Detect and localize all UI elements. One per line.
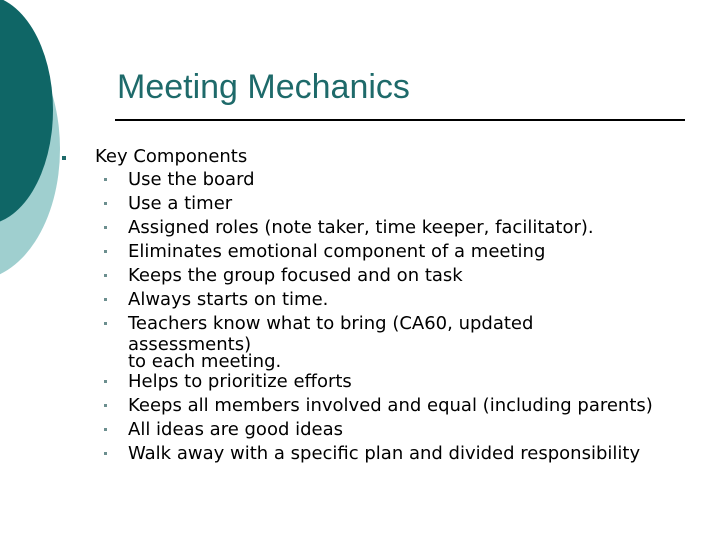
bullet-dot bbox=[104, 250, 107, 253]
bullet-text: All ideas are good ideas bbox=[128, 419, 344, 440]
list-item bbox=[104, 312, 653, 370]
bullet-text: Eliminates emotional component of a meeting bbox=[128, 241, 546, 262]
bullet-dot bbox=[104, 404, 107, 407]
bullet-dot bbox=[104, 452, 107, 455]
bullet-dot bbox=[104, 202, 107, 205]
list-item bbox=[104, 264, 653, 288]
bullet-text-continuation: to each meeting. bbox=[128, 351, 282, 372]
bullet-dot bbox=[104, 226, 107, 229]
list-item bbox=[104, 216, 653, 240]
bullet-dot bbox=[104, 428, 107, 431]
main-bullet-marker bbox=[62, 156, 66, 160]
bullet-text: Always starts on time. bbox=[128, 289, 329, 310]
small-white-circle bbox=[65, 238, 77, 250]
list-item bbox=[104, 168, 653, 192]
key-components-heading: Key Components bbox=[95, 146, 248, 167]
list-item bbox=[104, 288, 653, 312]
bullet-dot bbox=[104, 274, 107, 277]
bullet-text: Helps to prioritize efforts bbox=[128, 371, 352, 392]
slide-title: Meeting Mechanics bbox=[117, 68, 410, 106]
bullet-text: Keeps all members involved and equal (including parents) bbox=[128, 395, 653, 416]
bullet-list bbox=[104, 168, 653, 466]
bullet-text: Use a timer bbox=[128, 193, 233, 214]
bullet-text: Assigned roles (note taker, time keeper, facilitator). bbox=[128, 217, 594, 238]
list-item bbox=[104, 394, 653, 418]
bullet-dot bbox=[104, 178, 107, 181]
list-item bbox=[104, 442, 653, 466]
title-underline bbox=[115, 119, 685, 121]
bullet-text: Keeps the group focused and on task bbox=[128, 265, 463, 286]
list-item bbox=[104, 192, 653, 216]
bullet-text: Use the board bbox=[128, 169, 255, 190]
bullet-dot bbox=[104, 380, 107, 383]
list-item bbox=[104, 240, 653, 264]
list-item bbox=[104, 370, 653, 394]
bullet-dot bbox=[104, 298, 107, 301]
bullet-text: Walk away with a specific plan and divided responsibility bbox=[128, 443, 641, 464]
bullet-text: Teachers know what to bring (CA60, updated bbox=[128, 313, 534, 334]
bullet-text-continuation: assessments) bbox=[128, 334, 252, 355]
list-item bbox=[104, 418, 653, 442]
bullet-dot bbox=[104, 322, 107, 325]
